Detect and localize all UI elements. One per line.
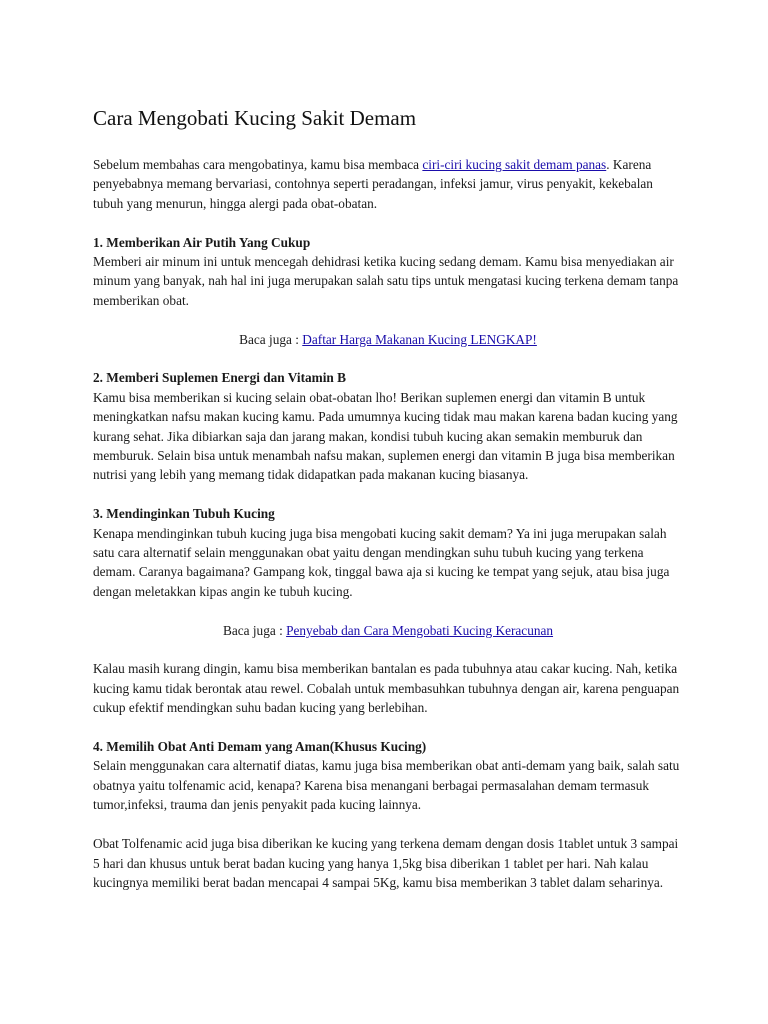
section-heading-3: 3. Mendinginkan Tubuh Kucing: [93, 506, 275, 522]
section-extra-3: Kalau masih kurang dingin, kamu bisa memberikan bantalan es pada tubuhnya atau cakar kucing. Nah, ketika kucing kamu tidak berontak atau rewel. Cobalah untuk membasuhkan tubuhnya dengan air, karena penguapan cukup efektif mendingkan suhu badan kucing yang berlebihan.: [93, 661, 680, 716]
intro-text-after: . Karena penyebabnya memang bervariasi, contohnya seperti peradangan, infeksi jamur, virus penyakit, kekebalan tubuh yang menurun, hingga alergi pada obat-obatan.: [93, 157, 653, 211]
intro-paragraph: [93, 155, 683, 213]
document-page: [93, 104, 683, 912]
link-ciri-ciri-kucing-demam[interactable]: ciri-ciri kucing sakit demam panas: [422, 157, 607, 172]
section-extra-4: Obat Tolfenamic acid juga bisa diberikan ke kucing yang terkena demam dengan dosis 1tablet untuk 3 sampai 5 hari dan khusus untuk berat badan kucing yang hanya 1,5kg bisa diberikan 1 tablet per hari. Nah kalau kucingnya memiliki berat badan mencapai 4 sampai 5Kg, kamu bisa memberikan 3 tablet dalam seharinya.: [93, 836, 679, 890]
read-also-prefix: Baca juga :: [222, 622, 287, 638]
read-also-1: [93, 330, 683, 349]
link-penyebab-keracunan[interactable]: Penyebab dan Cara Mengobati Kucing Keracunan: [286, 622, 554, 638]
section-body-2: Kamu bisa memberikan si kucing selain obat-obatan lho! Berikan suplemen energi dan vitamin B untuk meningkatkan nafsu makan kucing kamu. Pada umumnya kucing tidak mau makan karena badan kucing yang kurang sehat. Jika dibiarkan saja dan jarang makan, kondisi tubuh kucing akan semakin memburuk dan memburuk. Selain bisa untuk menambah nafsu makan, suplemen energi dan vitamin B juga bisa memberikan nutrisi yang lebih yang memang tidak didapatkan pada makanan kucing biasanya.: [93, 389, 678, 483]
section-body-3: Kenapa mendinginkan tubuh kucing juga bisa mengobati kucing sakit demam? Ya ini juga merupakan salah satu cara alternatif selain menggunakan obat yaitu dengan mendingkan suhu tubuh kucing yang terkena demam. Caranya bagaimana? Gampang kok, tinggal bawa aja si kucing ke tempat yang sejuk, atau bisa juga dengan meletakkan kipas angin ke tubuh kucing.: [93, 525, 670, 599]
read-also-prefix: Baca juga :: [239, 331, 303, 347]
section-heading-2: 2. Memberi Suplemen Energi dan Vitamin B: [93, 370, 347, 386]
section-heading-4: 4. Memilih Obat Anti Demam yang Aman(Khusus Kucing): [93, 739, 427, 755]
read-also-2: [93, 621, 683, 640]
page-title: Cara Mengobati Kucing Sakit Demam: [93, 106, 417, 130]
intro-text-before: Sebelum membahas cara mengobatinya, kamu bisa membaca: [93, 157, 423, 172]
section-heading-1: 1. Memberikan Air Putih Yang Cukup: [93, 234, 311, 250]
link-daftar-harga-makanan[interactable]: Daftar Harga Makanan Kucing LENGKAP!: [302, 331, 537, 347]
section-body-4: Selain menggunakan cara alternatif diatas, kamu juga bisa memberikan obat anti-demam yang baik, salah satu obatnya yaitu tolfenamic acid, kenapa? Karena bisa menangani berbagai permasalahan demam termasuk tumor,infeksi, trauma dan jenis penyakit pada kucing lainnya.: [93, 758, 680, 813]
section-body-1: Memberi air minum ini untuk mencegah dehidrasi ketika kucing sedang demam. Kamu bisa menyediakan air minum yang banyak, nah hal ini juga merupakan salah satu tips untuk mengatasi kucing terkena demam tanpa memberikan obat.: [93, 254, 679, 308]
